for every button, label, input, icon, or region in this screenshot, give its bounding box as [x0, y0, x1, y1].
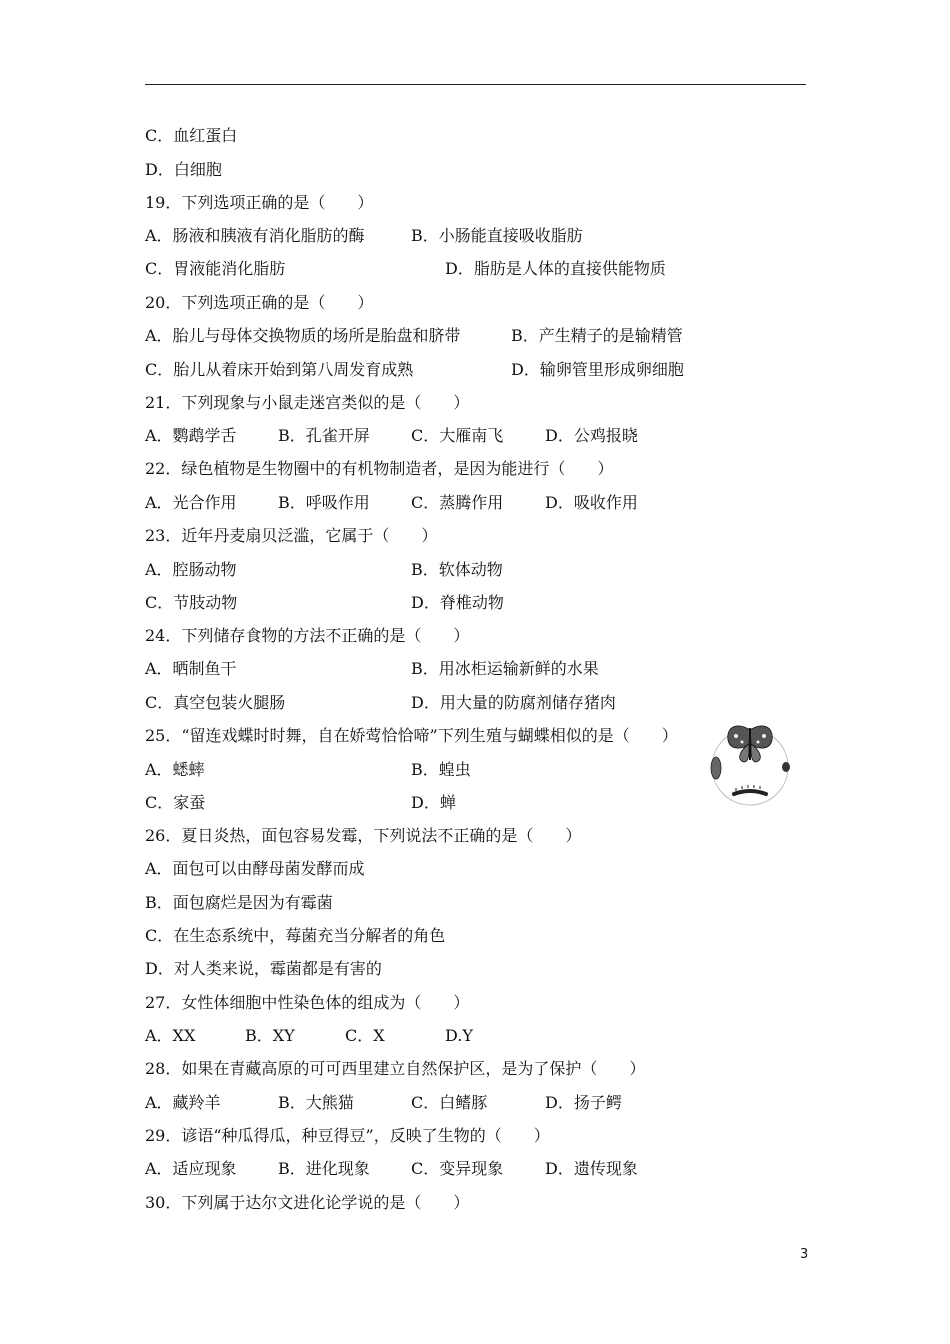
question-text: 24．下列储存食物的方法不正确的是（ ） — [145, 626, 470, 645]
option: C．蒸腾作用 — [411, 493, 504, 512]
option: D．脂肪是人体的直接供能物质 — [445, 259, 666, 278]
option: A．XX — [145, 1026, 196, 1045]
option: D．公鸡报晓 — [545, 426, 638, 445]
butterfly-icon — [728, 726, 772, 762]
option: D．脊椎动物 — [411, 593, 504, 612]
option: C．变异现象 — [411, 1159, 504, 1178]
question-text: 23．近年丹麦扇贝泛滥，它属于（ ） — [145, 526, 438, 545]
option: A．面包可以由酵母菌发酵而成 — [145, 859, 365, 878]
page-number: 3 — [800, 1247, 809, 1262]
option: A．肠液和胰液有消化脂肪的酶 — [145, 226, 365, 245]
option: A．胎儿与母体交换物质的场所是胎盘和脐带 — [145, 326, 461, 345]
text: C．血红蛋白 — [145, 126, 238, 145]
question-text: 19．下列选项正确的是（ ） — [145, 193, 374, 212]
question-text: 26．夏日炎热，面包容易发霉，下列说法不正确的是（ ） — [145, 826, 582, 845]
option: C．家蚕 — [145, 793, 206, 812]
option: C．胃液能消化脂肪 — [145, 259, 286, 278]
option: D．扬子鳄 — [545, 1093, 622, 1112]
option: A．晒制鱼干 — [145, 659, 237, 678]
question-text: 25．“留连戏蝶时时舞，自在娇莺恰恰啼”下列生殖与蝴蝶相似的是（ ） — [145, 726, 678, 745]
option: C．大雁南飞 — [411, 426, 504, 445]
option: A．蟋蟀 — [145, 760, 205, 779]
option: D.Y — [445, 1026, 473, 1045]
option: B．大熊猫 — [278, 1093, 354, 1112]
question-text: 20．下列选项正确的是（ ） — [145, 293, 374, 312]
option: B．产生精子的是输精管 — [511, 326, 683, 345]
option: D．输卵管里形成卵细胞 — [511, 360, 684, 379]
option: B．面包腐烂是因为有霉菌 — [145, 893, 333, 912]
option: B．进化现象 — [278, 1159, 370, 1178]
text: D．白细胞 — [145, 160, 222, 179]
option: C．真空包装火腿肠 — [145, 693, 286, 712]
question-text: 21．下列现象与小鼠走迷宫类似的是（ ） — [145, 393, 470, 412]
option: A．适应现象 — [145, 1159, 237, 1178]
question-text: 22．绿色植物是生物圈中的有机物制造者，是因为能进行（ ） — [145, 459, 614, 478]
option: D．遗传现象 — [545, 1159, 638, 1178]
option: B．用冰柜运输新鲜的水果 — [411, 659, 599, 678]
option: B．小肠能直接吸收脂肪 — [411, 226, 583, 245]
option: B．孔雀开屏 — [278, 426, 370, 445]
option: B．软体动物 — [411, 560, 503, 579]
option: A．藏羚羊 — [145, 1093, 221, 1112]
question-text: 27．女性体细胞中性染色体的组成为（ ） — [145, 993, 470, 1012]
larva-icon — [734, 785, 766, 794]
option: D．蝉 — [411, 793, 456, 812]
option: A．腔肠动物 — [145, 560, 237, 579]
option: A．光合作用 — [145, 493, 237, 512]
header-rule — [145, 84, 806, 85]
option: D．对人类来说，霉菌都是有害的 — [145, 959, 382, 978]
question-text: 29．谚语“种瓜得瓜，种豆得豆”，反映了生物的（ ） — [145, 1126, 550, 1145]
question-text: 30．下列属于达尔文进化论学说的是（ ） — [145, 1193, 470, 1212]
option: B．蝗虫 — [411, 760, 471, 779]
option: D．用大量的防腐剂储存猪肉 — [411, 693, 616, 712]
butterfly-life-cycle-illustration — [700, 720, 800, 810]
option: C．X — [345, 1026, 385, 1045]
option: B．呼吸作用 — [278, 493, 370, 512]
pupa-icon — [711, 757, 721, 779]
option: A．鹦鹉学舌 — [145, 426, 237, 445]
option: B．XY — [245, 1026, 295, 1045]
egg-icon — [782, 762, 790, 772]
option: C．节肢动物 — [145, 593, 238, 612]
option: C．白鳍豚 — [411, 1093, 488, 1112]
question-text: 28．如果在青藏高原的可可西里建立自然保护区，是为了保护（ ） — [145, 1059, 646, 1078]
option: C．胎儿从着床开始到第八周发育成熟 — [145, 360, 414, 379]
option: C．在生态系统中，莓菌充当分解者的角色 — [145, 926, 446, 945]
option: D．吸收作用 — [545, 493, 638, 512]
